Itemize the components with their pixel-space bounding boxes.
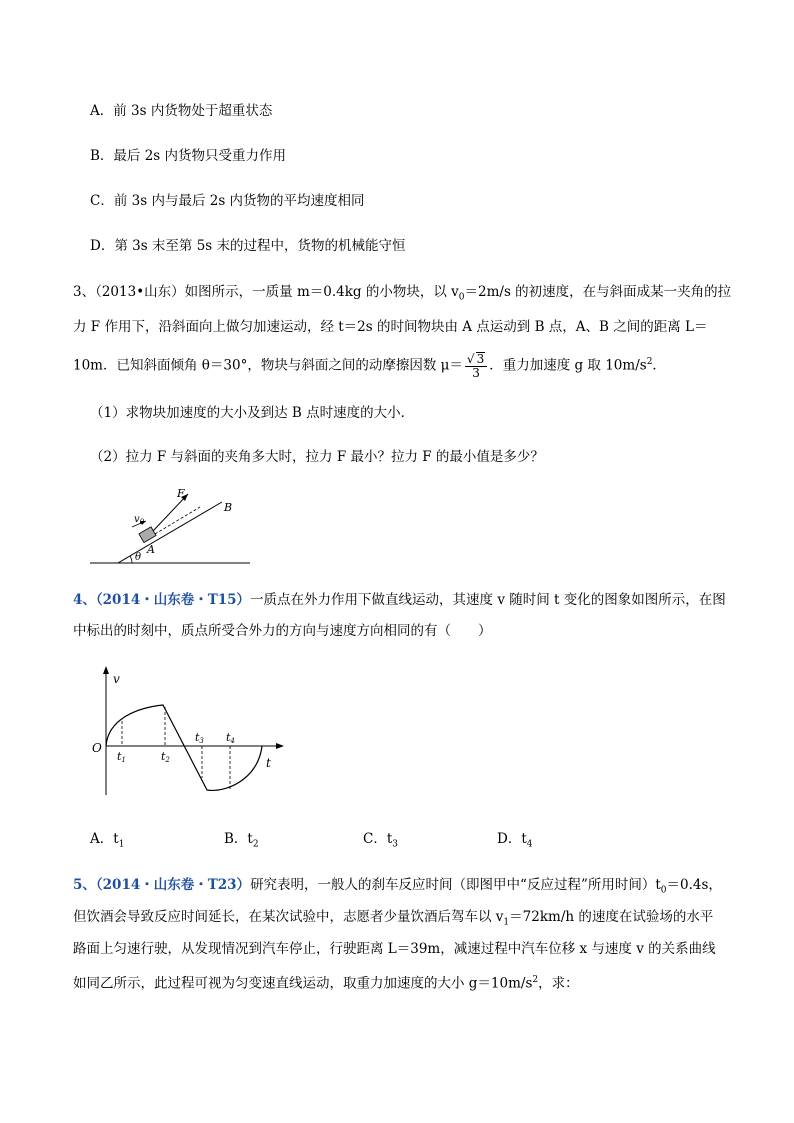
mu-fraction: $\frac{√ 3}{3}$ bbox=[465, 352, 487, 380]
subscript: 3 bbox=[392, 839, 398, 850]
q5-text: ＝72km/h 的速度在试验场的水平 bbox=[509, 909, 714, 925]
q4-text: 中标出的时刻中，质点所受合外力的方向与速度方向相同的有（ ） bbox=[73, 623, 492, 639]
question-number: 4、 bbox=[73, 592, 96, 608]
q5-line-3 bbox=[73, 940, 716, 958]
label-theta: θ bbox=[135, 552, 142, 563]
q5-text: 如同乙所示，此过程可视为匀变速直线运动，取重力加速度的大小 g＝10m/s bbox=[73, 975, 533, 992]
q3-text: 如图所示，一质量 m＝0.4kg 的小物块，以 v bbox=[184, 284, 459, 300]
option-text: C．t bbox=[363, 831, 393, 847]
v-axis-arrow bbox=[103, 666, 109, 674]
q5-text: 研究表明，一般人的刹车反应时间（即图甲中“反应过程”所用时间）t bbox=[250, 877, 661, 893]
q5-text: 路面上匀速行驶，从发现情况到汽车停止，行驶距离 L＝39m，减速过程中汽车位移 x 与速度 v 的关系曲线 bbox=[73, 941, 716, 957]
q5-text: ，求： bbox=[538, 975, 579, 992]
q5-line-1 bbox=[73, 876, 722, 900]
question-source: （2014・山东卷・T15） bbox=[95, 592, 251, 608]
question-source: （2013•山东） bbox=[95, 284, 185, 300]
option-text: 前 3s 内货物处于超重状态 bbox=[113, 103, 273, 119]
superscript: 2 bbox=[532, 975, 539, 985]
q3-text: ．重力加速度 g 取 10m/s bbox=[489, 357, 647, 374]
subscript: 1 bbox=[503, 917, 510, 928]
q5-line-4 bbox=[73, 971, 579, 993]
q4-option-c bbox=[363, 830, 398, 854]
vt-curve bbox=[106, 705, 262, 790]
sqrt-radicand: 3 bbox=[476, 352, 485, 366]
subscript: 0 bbox=[458, 292, 465, 303]
q5-text: ＝0.4s， bbox=[666, 877, 722, 893]
option-letter: B． bbox=[90, 148, 114, 164]
label-t1: t1 bbox=[117, 750, 126, 764]
option-letter: C． bbox=[90, 193, 114, 209]
option-text: D．t bbox=[497, 831, 527, 847]
q4-text: 一质点在外力作用下做直线运动，其速度 v 随时间 t 变化的图象如图所示，在图 bbox=[250, 592, 726, 608]
question-number: 5、 bbox=[73, 877, 96, 893]
label-v0: $v_0$ bbox=[134, 514, 145, 526]
label-a: A bbox=[147, 543, 155, 556]
q3-subquestion: （2）拉力 F 与斜面的夹角多大时，拉力 F 最小？拉力 F 的最小值是多少？ bbox=[90, 449, 544, 465]
question-source: （2014・山东卷・T23） bbox=[95, 877, 251, 893]
subscript: 0 bbox=[660, 885, 667, 896]
label-origin: O bbox=[92, 741, 102, 755]
option-text: 前 3s 内与最后 2s 内货物的平均速度相同 bbox=[113, 193, 365, 209]
q4-option-d bbox=[497, 830, 532, 854]
q4-option-a bbox=[90, 830, 124, 854]
subscript: 1 bbox=[118, 839, 125, 850]
option-letter: A． bbox=[90, 103, 114, 119]
label-b: B bbox=[224, 501, 233, 514]
option-text: A．t bbox=[90, 831, 119, 847]
q3-subquestion: （1）求物块加速度的大小及到达 B 点时速度的大小． bbox=[90, 405, 415, 421]
q3-text: ＝2m/s 的初速度，在与斜面成某一夹角的拉 bbox=[464, 284, 732, 300]
label-t: t bbox=[266, 756, 271, 770]
q3-text: 力 F 作用下，沿斜面向上做匀加速运动，经 t＝2s 的时间物块由 A 点运动到 B 点，A、B 之间的距离 L＝ bbox=[73, 319, 708, 335]
label-t3: t3 bbox=[195, 731, 204, 745]
t-axis-arrow bbox=[276, 743, 284, 749]
option-text: 最后 2s 内货物只受重力作用 bbox=[113, 148, 287, 164]
option-text: B．t bbox=[224, 831, 253, 847]
question-number: 3、 bbox=[73, 284, 96, 300]
q3-text: ． bbox=[652, 357, 666, 374]
q4-option-b bbox=[224, 830, 259, 854]
subscript: 2 bbox=[252, 839, 259, 850]
option-letter: D． bbox=[90, 238, 115, 254]
label-t4: t4 bbox=[226, 731, 235, 745]
q5-line-2 bbox=[73, 908, 713, 932]
option-text: 第 3s 末至第 5s 末的过程中，货物的机械能守恒 bbox=[114, 238, 406, 254]
fraction-denominator: 3 bbox=[472, 366, 480, 380]
label-v: v bbox=[113, 672, 120, 686]
subscript: 4 bbox=[526, 839, 533, 850]
q3-text: 10m．已知斜面倾角 θ＝30°，物块与斜面之间的动摩擦因数 μ＝ bbox=[73, 357, 463, 374]
label-f: F bbox=[177, 487, 185, 500]
superscript: 2 bbox=[646, 357, 653, 367]
label-t2: t2 bbox=[161, 750, 170, 764]
q5-text: 但饮酒会导致反应时间延长，在某次试验中，志愿者少量饮酒后驾车以 v bbox=[73, 909, 504, 925]
